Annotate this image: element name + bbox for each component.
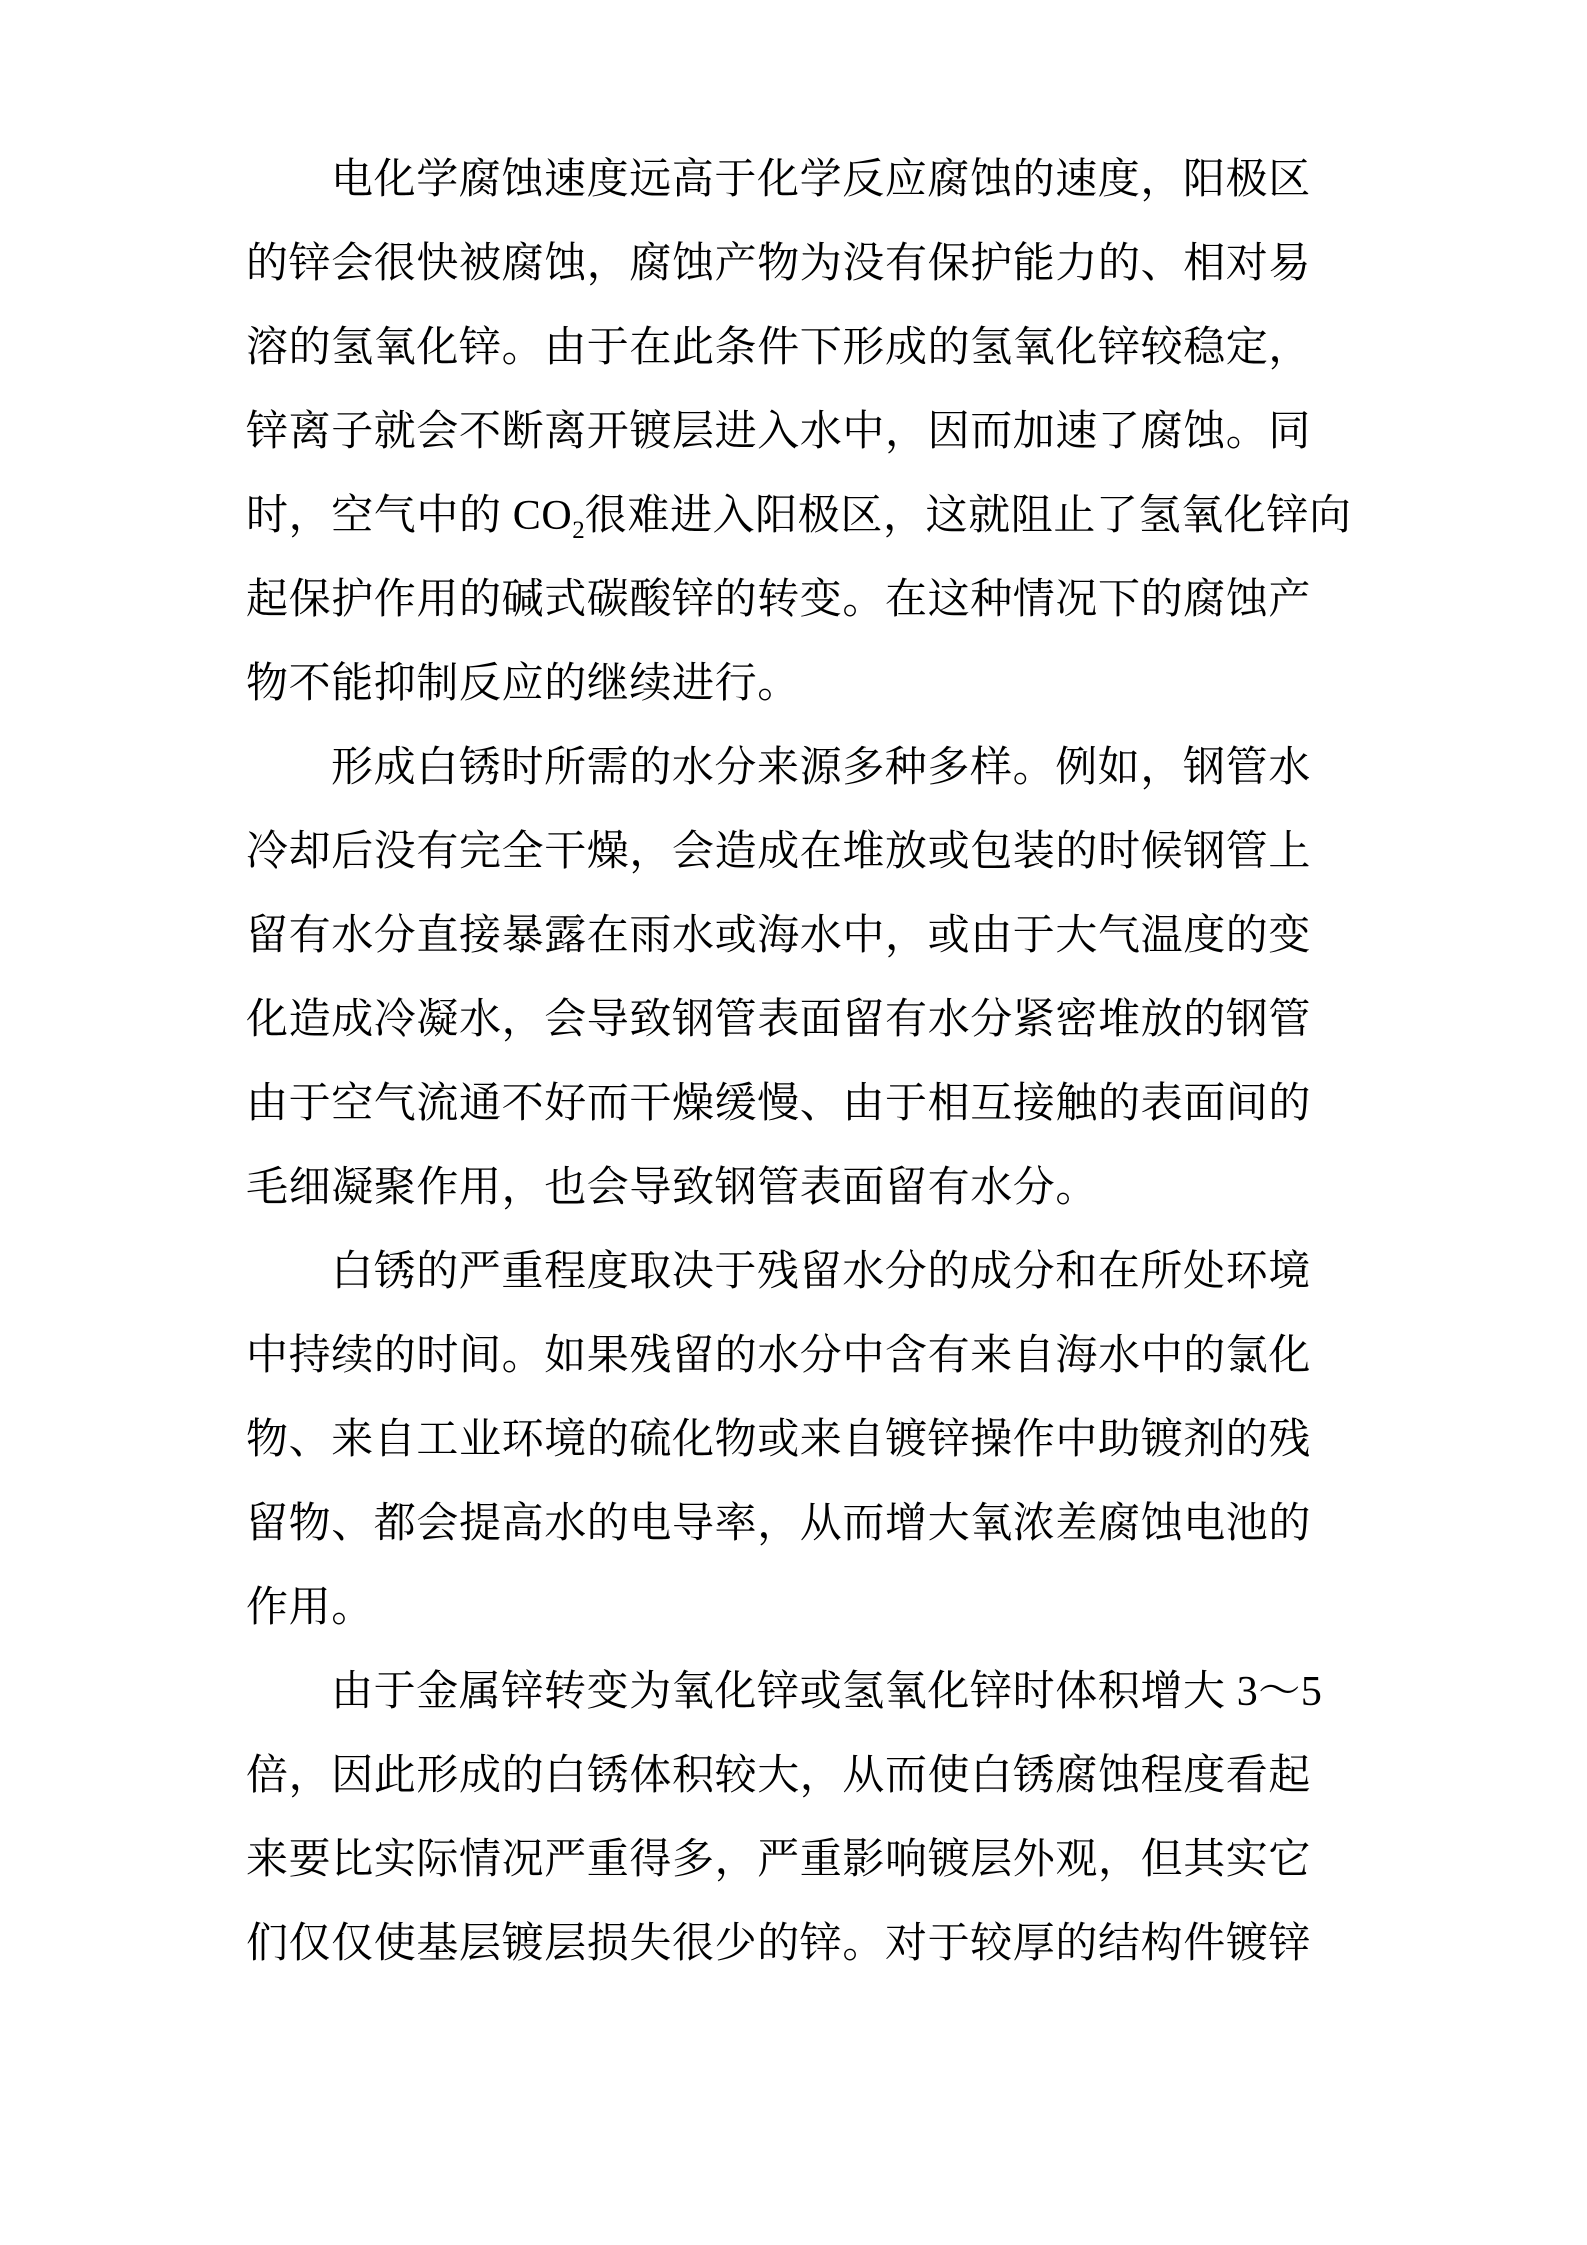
co2-formula-segment: 时，空气中的 CO [246,493,573,539]
text-line: 白锈的严重程度取决于残留水分的成分和在所处环境 [331,1249,1311,1295]
text-line: 倍，因此形成的白锈体积较大，从而使白锈腐蚀程度看起 [246,1753,1312,1799]
text-line: 的锌会很快被腐蚀，腐蚀产物为没有保护能力的、相对易 [246,241,1312,287]
text-line: 由于空气流通不好而干燥缓慢、由于相互接触的表面间的 [246,1081,1312,1127]
text-line: 溶的氢氧化锌。由于在此条件下形成的氢氧化锌较稳定， [246,325,1312,371]
text-line-co2 [246,474,1352,558]
text-line: 中持续的时间。如果残留的水分中含有来自海水中的氯化 [246,1333,1312,1379]
text-line: 留物、都会提高水的电导率，从而增大氧浓差腐蚀电池的 [246,1501,1312,1547]
text-line: 由于金属锌转变为氧化锌或氢氧化锌时体积增大 3～5 [331,1669,1323,1715]
text-line: 来要比实际情况严重得多，严重影响镀层外观，但其实它 [246,1837,1312,1883]
text-line: 毛细凝聚作用，也会导致钢管表面留有水分。 [246,1165,1099,1211]
text-column [246,138,1352,1986]
text-line: 起保护作用的碱式碳酸锌的转变。在这种情况下的腐蚀产 [246,577,1312,623]
text-segment: 很难进入阳极区，这就阻止了氢氧化锌向 [584,493,1352,539]
paragraph-4 [246,1650,1331,1986]
paragraph-1 [246,138,1352,726]
co2-subscript: 2 [572,517,585,544]
text-line: 们仅仅使基层镀层损失很少的锌。对于较厚的结构件镀锌 [246,1921,1312,1967]
text-line: 锌离子就会不断离开镀层进入水中，因而加速了腐蚀。同 [246,409,1312,455]
text-line: 冷却后没有完全干燥，会造成在堆放或包装的时候钢管上 [246,829,1312,875]
text-line: 电化学腐蚀速度远高于化学反应腐蚀的速度，阳极区 [331,157,1311,203]
text-line: 留有水分直接暴露在雨水或海水中，或由于大气温度的变 [246,913,1312,959]
text-line: 形成白锈时所需的水分来源多种多样。例如，钢管水 [331,745,1311,791]
text-line: 化造成冷凝水，会导致钢管表面留有水分紧密堆放的钢管 [246,997,1312,1043]
text-line: 物、来自工业环境的硫化物或来自镀锌操作中助镀剂的残 [246,1417,1312,1463]
paragraph-2 [246,726,1331,1230]
text-line: 物不能抑制反应的继续进行。 [246,661,800,707]
paragraph-3 [246,1230,1331,1650]
text-line: 作用。 [246,1585,374,1631]
